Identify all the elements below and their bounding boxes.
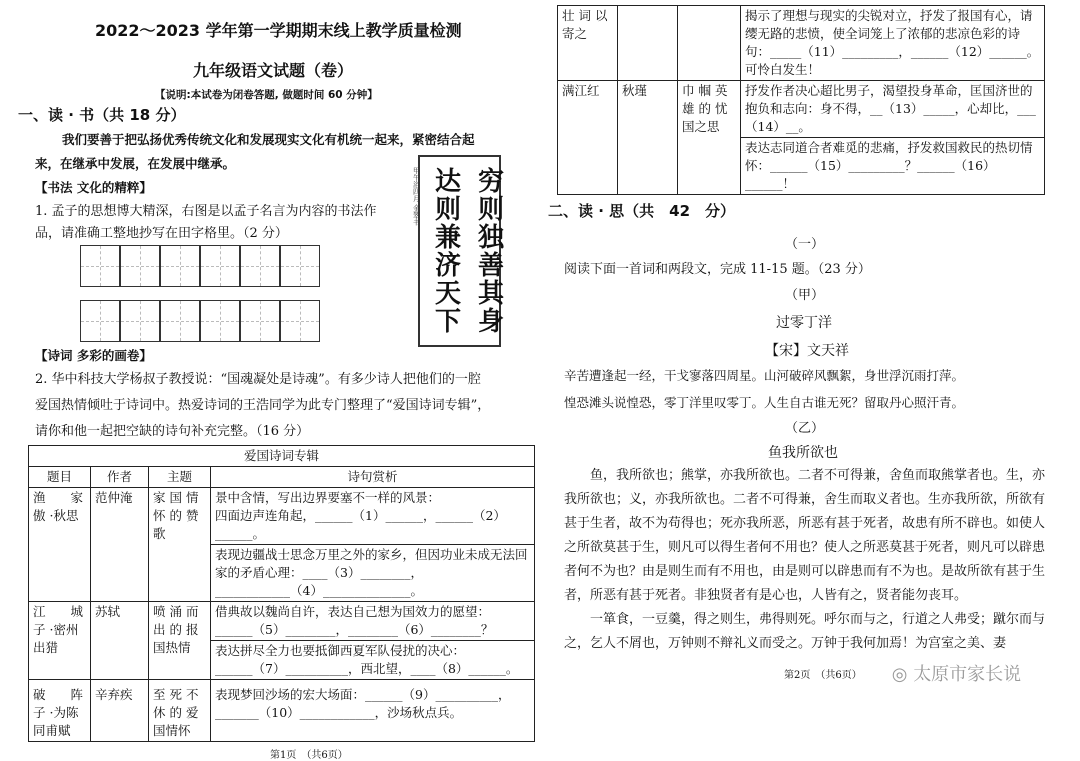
poem-author: 秋瑾 bbox=[618, 81, 678, 195]
poem-title: 满江红 bbox=[558, 81, 618, 195]
analysis-text: 景中含情，写出边界要塞不一样的风景： bbox=[215, 490, 441, 505]
poetry-table bbox=[28, 445, 535, 742]
poem-title: 破 阵子 ·为陈同甫赋 bbox=[29, 680, 91, 742]
poem-title: 渔 家傲 ·秋思 bbox=[29, 488, 91, 602]
poem-theme: 喷 涌 而出 的 报国热情 bbox=[149, 602, 211, 680]
fill-blank[interactable]: 揭示了理想与现实的尖锐对立，抒发了报国有心，请缨无路的悲愤，使全词笼上了浓郁的悲凉色彩的诗句：_____（11）_________，______（12）______。可怜白发生！ bbox=[741, 6, 1045, 81]
essay-body bbox=[564, 464, 1046, 686]
text-label-jia: （甲） bbox=[785, 288, 825, 303]
watermark bbox=[892, 660, 1021, 686]
table-row bbox=[29, 680, 535, 742]
wechat-icon: ◎ bbox=[891, 664, 908, 685]
section-1-heading: 一、读 · 书（共 18 分） bbox=[18, 106, 186, 124]
calligraphy-column: 穷则独善其身 bbox=[473, 167, 504, 335]
table-caption: 爱国诗词专辑 bbox=[29, 446, 535, 467]
text-label-yi: （乙） bbox=[785, 421, 825, 436]
subheading-calligraphy: 【书法 文化的精粹】 bbox=[35, 180, 152, 195]
fill-blank[interactable]: ______（7）__________，西北望，____（8）______。 bbox=[215, 661, 519, 676]
poem-author: 范仲淹 bbox=[91, 488, 149, 602]
poem-theme: 至 死 不休 的 爱国情怀 bbox=[149, 680, 211, 742]
table-row bbox=[558, 81, 1045, 138]
calligraphy-column: 达则兼济天下 bbox=[430, 167, 461, 335]
intro-text: 来，在继承中发展，在发展中继承。 bbox=[35, 156, 236, 171]
column-header: 题目 bbox=[29, 467, 91, 488]
fill-blank[interactable]: 表达志同道合者难觅的悲痛，抒发救国救民的热切情怀：______（15）_________？______（16）______！ bbox=[741, 138, 1045, 195]
fill-blank[interactable]: 表现边疆战士思念万里之外的家乡，但因功业未成无法回家的矛盾心理：____（3）________， bbox=[215, 547, 528, 580]
poem-line: 辛苦遭逢起一经，干戈寥落四周星。山河破碎风飘絮，身世浮沉雨打萍。 bbox=[564, 368, 965, 383]
poem-title: 江 城子 ·密州出猎 bbox=[29, 602, 91, 680]
poem-title: 壮 词 以寄之 bbox=[558, 6, 618, 81]
poem-author: 【宋】文天祥 bbox=[765, 343, 849, 359]
watermark-text: 太原市家长说 bbox=[913, 664, 1022, 685]
calligraphy-image bbox=[412, 155, 504, 347]
poem-theme: 巾 帼 英雄 的 忧国之思 bbox=[678, 81, 741, 195]
poem-author: 苏轼 bbox=[91, 602, 149, 680]
question-2: 请你和他一起把空缺的诗句补充完整。（16 分） bbox=[35, 424, 310, 439]
page-footer: 第1页 （共6页） bbox=[270, 750, 348, 761]
fill-blank[interactable]: ____________（4）______________。 bbox=[215, 583, 423, 598]
fill-blank[interactable]: 抒发作者决心超比男子，渴望投身革命，匡国济世的抱负和志向：身不得，__（13）_____，心却比，___（14）__。 bbox=[741, 81, 1045, 138]
fill-blank[interactable]: ______（5）________，________（6）________？ bbox=[215, 622, 494, 637]
intro-text: 我们要善于把弘扬优秀传统文化和发展现实文化有机统一起来，紧密结合起 bbox=[62, 132, 475, 147]
analysis-text: 表达拼尽全力也要抵御西夏军队侵扰的决心： bbox=[215, 643, 466, 658]
column-header: 诗句赏析 bbox=[211, 467, 535, 488]
analysis-text: 借典故以魏尚自许，表达自己想为国效力的愿望： bbox=[215, 604, 491, 619]
exam-subtitle: 九年级语文试题（卷） bbox=[193, 61, 354, 80]
column-header: 主题 bbox=[149, 467, 211, 488]
essay-paragraph: 鱼，我所欲也；熊掌，亦我所欲也。二者不可得兼，舍鱼而取熊掌者也。生，亦我所欲也；义，亦我所欲也。二者不可得兼，舍生而取义者也。生亦我所欲，所欲有甚于生者，故不为苟得也；死亦我所恶，所恶有甚于死者，故患有所不辟也。如使人之所欲莫甚于生，则凡可以得生者何不用也？使人之所恶莫甚于死者，则凡可以辟患者何不为也？由是则生而有不用也，由是则可以辟患而有不为也。是故所欲有甚于生者，所恶有甚于死者。非独贤者有是心也，人皆有之，贤者能勿丧耳。 bbox=[564, 468, 1046, 603]
poem-theme: 家 国 情怀 的 赞歌 bbox=[149, 488, 211, 602]
page-2-bottom bbox=[564, 660, 1046, 686]
exam-note: 【说明:本试卷为闭卷答题, 做题时间 60 分钟】 bbox=[155, 89, 378, 101]
instructions: 阅读下面一首词和两段文，完成 11-15 题。（23 分） bbox=[564, 262, 871, 277]
tian-grid-row-2[interactable] bbox=[80, 300, 320, 342]
essay-paragraph: 一箪食，一豆羹，得之则生，弗得则死。呼尔而与之，行道之人弗受；蹴尔而与之，乞人不屑也，万钟则不辩礼义而受之。万钟于我何加焉！为宫室之美、妻 bbox=[564, 612, 1046, 651]
fill-blank[interactable]: _______（10）____________，沙场秋点兵。 bbox=[215, 705, 463, 720]
table-row bbox=[558, 6, 1045, 81]
question-1: 品，请准确工整地抄写在田字格里。（2 分） bbox=[35, 226, 288, 241]
table-and-footer-1 bbox=[28, 445, 535, 761]
question-2: 爱国热情倾吐于诗词中。热爱诗词的王浩同学为此专门整理了“爱国诗词专辑”， bbox=[35, 398, 491, 413]
table-header-row bbox=[29, 467, 535, 488]
column-header: 作者 bbox=[91, 467, 149, 488]
tian-grid-row-1[interactable] bbox=[80, 245, 320, 287]
fill-blank[interactable]: 四面边声连角起，______（1）______，______（2）______。 bbox=[215, 508, 506, 541]
poetry-table-continued bbox=[557, 5, 1045, 195]
calligraphy-signature: 甲午浴四月 金翠书 bbox=[412, 167, 421, 226]
page-footer: 第2页 （共6页） bbox=[784, 669, 862, 681]
table-row bbox=[29, 602, 535, 641]
question-2: 2. 华中科技大学杨叔子教授说：“国魂凝处是诗魂”。有多少诗人把他们的一腔 bbox=[35, 372, 481, 387]
fill-blank[interactable]: 表现梦回沙场的宏大场面：______（9）__________， bbox=[215, 687, 511, 702]
part-label: （一） bbox=[785, 237, 825, 252]
poem-title: 过零丁洋 bbox=[776, 315, 832, 331]
poem-author: 辛弃疾 bbox=[91, 680, 149, 742]
question-1: 1. 孟子的思想博大精深，右图是以孟子名言为内容的书法作 bbox=[35, 204, 377, 219]
exam-title: 2022～2023 学年第一学期期末线上教学质量检测 bbox=[95, 21, 462, 40]
poem-line: 惶恐滩头说惶恐，零丁洋里叹零丁。人生自古谁无死？留取丹心照汗青。 bbox=[564, 395, 965, 410]
table-row bbox=[29, 488, 535, 545]
subheading-poetry: 【诗词 多彩的画卷】 bbox=[35, 348, 152, 363]
section-2-heading: 二、读 · 思（共 42 分） bbox=[548, 202, 736, 220]
essay-title: 鱼我所欲也 bbox=[768, 445, 838, 461]
